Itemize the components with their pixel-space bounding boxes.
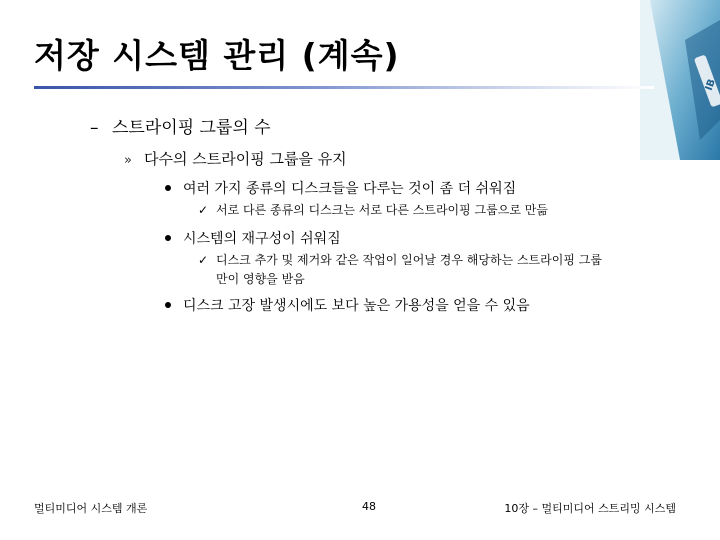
slide-title: 저장 시스템 관리 (계속) [34,36,400,75]
dot-bullet-icon [165,185,171,191]
dash-marker: – [90,118,99,138]
bullet-text: 서로 다른 종류의 디스크는 서로 다른 스트라이핑 그룹으로 만듦 [216,203,548,217]
bullet-text: 다수의 스트라이핑 그룹을 유지 [144,150,347,168]
corner-decoration-image [640,0,720,160]
bullet-level4 [198,200,548,220]
bullet-level3 [165,295,530,315]
bullet-level1 [90,113,271,138]
svg-text:IB: IB [703,77,718,93]
bullet-level3 [165,228,341,248]
bullet-text: 여러 가지 종류의 디스크들을 다루는 것이 좀 더 쉬워짐 [183,181,517,197]
footer-chapter-title: 10장 – 멀티미디어 스트리밍 시스템 [504,502,676,515]
bullet-text: 디스크 추가 및 제거와 같은 작업이 일어날 경우 해당하는 스트라이핑 그룹 [216,253,602,267]
bullet-text: 시스템의 재구성이 쉬워짐 [183,231,341,247]
bullet-level4 [198,250,602,270]
title-underline [34,86,654,89]
bullet-level3 [165,178,516,198]
page-number: 48 [362,500,376,513]
bullet-text: 스트라이핑 그룹의 수 [112,118,271,138]
footer-course-title: 멀티미디어 시스템 개론 [34,502,148,515]
check-icon: ✓ [198,253,209,267]
bullet-continuation: 만이 영향을 받음 [216,272,305,286]
check-icon: ✓ [198,203,209,217]
bullet-text: 디스크 고장 발생시에도 보다 높은 가용성을 얻을 수 있음 [183,298,530,314]
dot-bullet-icon [165,302,171,308]
dot-bullet-icon [165,235,171,241]
chevron-marker: » [124,153,132,168]
bullet-level2 [124,148,347,169]
